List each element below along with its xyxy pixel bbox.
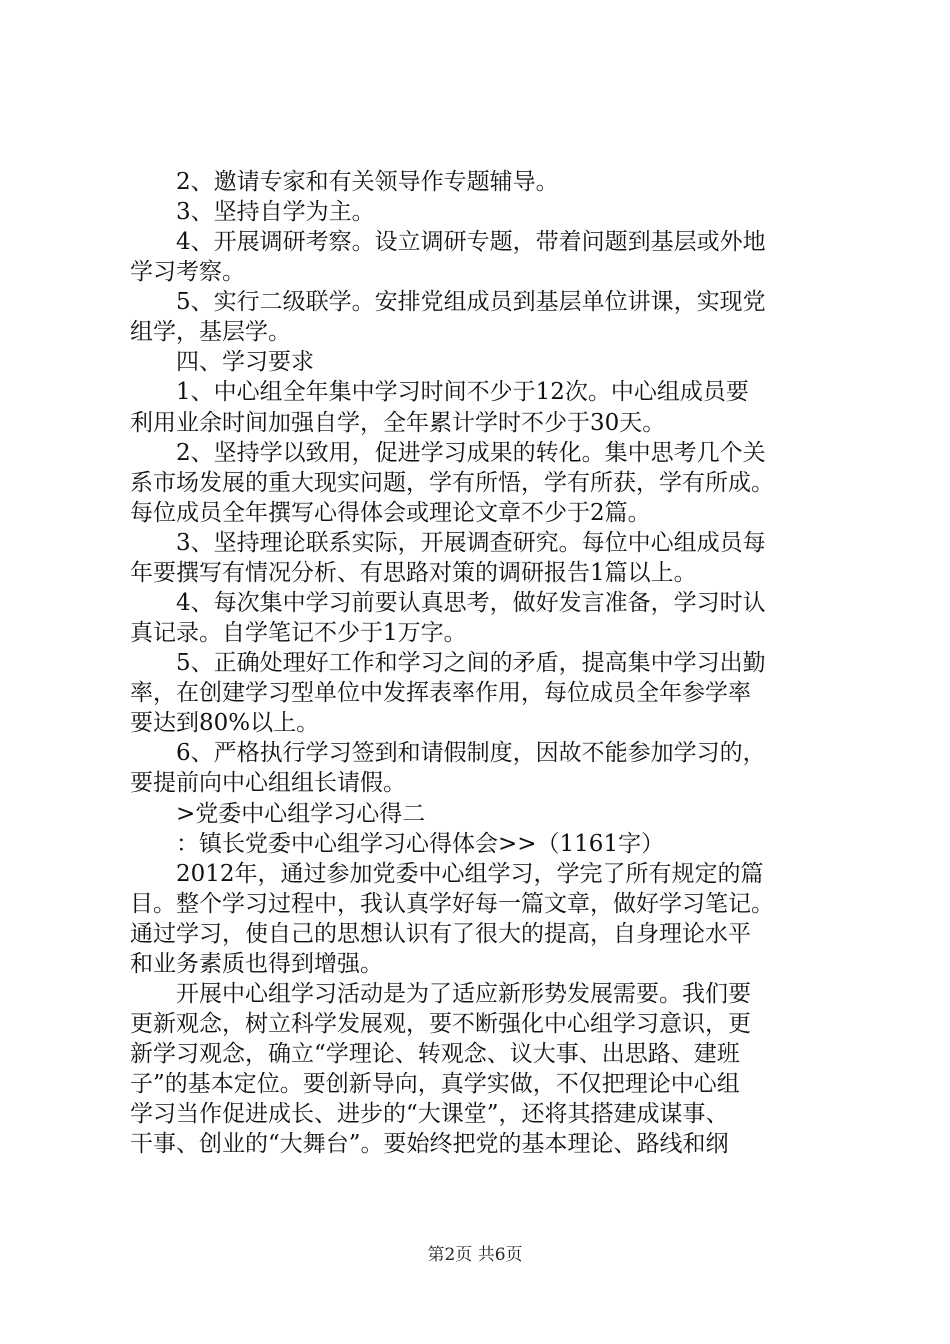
text-line: 每位成员全年撰写心得体会或理论文章不少于2篇。 — [130, 500, 651, 526]
text-line: 真记录。自学笔记不少于1万字。 — [130, 620, 467, 646]
text-line: 利用业余时间加强自学，全年累计学时不少于30天。 — [130, 410, 666, 436]
text-line: 4、每次集中学习前要认真思考，做好发言准备，学习时认 — [176, 590, 766, 616]
text-line: >党委中心组学习心得二 — [176, 801, 426, 827]
text-line: 学习考察。 — [130, 259, 245, 285]
text-line: 3、坚持自学为主。 — [176, 199, 375, 225]
text-line: 干事、创业的“大舞台”。要始终把党的基本理论、路线和纲 — [130, 1131, 729, 1157]
text-line: 5、正确处理好工作和学习之间的矛盾，提高集中学习出勤 — [176, 650, 766, 676]
text-line: 目。整个学习过程中，我认真学好每一篇文章，做好学习笔记。 — [130, 891, 774, 917]
text-line: ：镇长党委中心组学习心得体会>>（1161字） — [176, 831, 665, 857]
text-line: 2012年，通过参加党委中心组学习，学完了所有规定的篇 — [176, 861, 764, 887]
text-line: 3、坚持理论联系实际，开展调查研究。每位中心组成员每 — [176, 530, 766, 556]
text-line: 学习当作促进成长、进步的“大课堂”，还将其搭建成谋事、 — [130, 1101, 729, 1127]
text-line: 更新观念，树立科学发展观，要不断强化中心组学习意识，更 — [130, 1011, 751, 1037]
text-line: 5、实行二级联学。安排党组成员到基层单位讲课，实现党 — [176, 289, 766, 315]
text-line: 要提前向中心组组长请假。 — [130, 770, 406, 796]
text-line: 开展中心组学习活动是为了适应新形势发展需要。我们要 — [176, 981, 751, 1007]
text-line: 通过学习，使自己的思想认识有了很大的提高，自身理论水平 — [130, 921, 751, 947]
text-line: 子”的基本定位。要创新导向，真学实做，不仅把理论中心组 — [130, 1071, 740, 1097]
text-line: 6、严格执行学习签到和请假制度，因故不能参加学习的， — [176, 740, 766, 766]
text-line: 4、开展调研考察。设立调研专题，带着问题到基层或外地 — [176, 229, 766, 255]
text-line: 1、中心组全年集中学习时间不少于12次。中心组成员要 — [176, 379, 749, 405]
text-line: 率，在创建学习型单位中发挥表率作用，每位成员全年参学率 — [130, 680, 751, 706]
text-line: 2、坚持学以致用，促进学习成果的转化。集中思考几个关 — [176, 440, 766, 466]
text-line: 年要撰写有情况分析、有思路对策的调研报告1篇以上。 — [130, 560, 697, 586]
text-line: 四、学习要求 — [176, 349, 314, 375]
page-footer: 第2页 共6页 — [427, 1245, 523, 1265]
text-line: 2、邀请专家和有关领导作专题辅导。 — [176, 169, 559, 195]
text-line: 和业务素质也得到增强。 — [130, 951, 383, 977]
text-line: 组学，基层学。 — [130, 319, 291, 345]
text-line: 要达到80%以上。 — [130, 710, 320, 736]
text-line: 新学习观念，确立“学理论、转观念、议大事、出思路、建班 — [130, 1041, 740, 1067]
text-line: 系市场发展的重大现实问题，学有所悟，学有所获，学有所成。 — [130, 470, 774, 496]
